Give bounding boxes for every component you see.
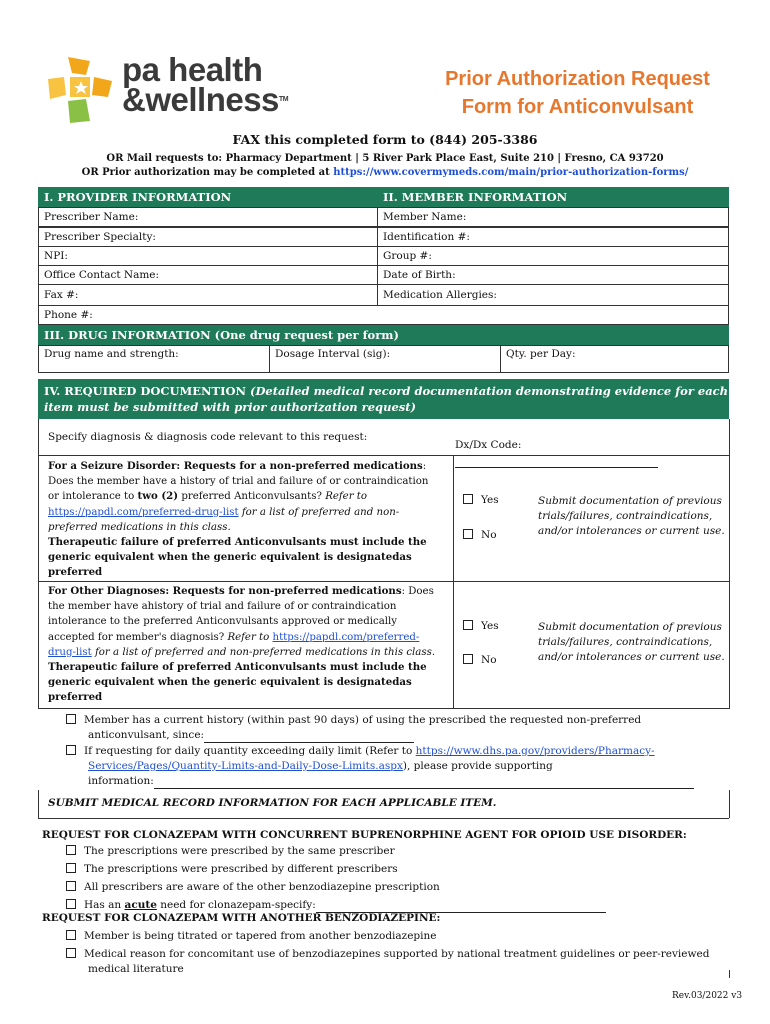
different-prescribers-checkbox[interactable]: The prescriptions were prescribed by different prescribers <box>66 862 398 877</box>
other-yes-checkbox[interactable]: Yes <box>463 619 499 634</box>
papdl-link-cont[interactable]: drug-list <box>48 646 92 658</box>
dx-code-field[interactable]: Dx/Dx Code: <box>455 438 727 468</box>
table-border-right <box>729 419 730 709</box>
member-name-field[interactable]: Member Name: <box>377 207 729 227</box>
table-border-right <box>729 970 730 978</box>
column-divider <box>453 455 454 708</box>
fax-instruction: FAX this completed form to (844) 205-3386 <box>232 132 538 147</box>
medical-reason-checkbox[interactable]: Medical reason for concomitant use of benzodiazepines supported by national treatment guidelines or peer-reviewed medical literature <box>66 947 728 977</box>
seizure-yes-checkbox[interactable]: Yes <box>463 493 499 508</box>
row-divider <box>38 581 729 582</box>
other-diagnoses-question: For Other Diagnoses: Requests for non-preferred medications: Does the member have ahistory of trial and failure of or contraindication intolerance to the preferred Anticonvulsants approved or medically accepted for member's diagnosis? Refer to https://papdl.com/preferred- drug-list for a list of preferred and non-preferred medications in this class. Therapeutic failure of preferred Anticonvulsants must include the generic equivalent when the generic equivalent is designatedas preferred <box>48 585 436 704</box>
daily-quantity-checkbox[interactable]: If requesting for daily quantity exceeding daily limit (Refer to https://www.dhs.pa.gov/providers/Pharmacy- Services/Pages/Quantity-Limits-and-Daily-Dose-Limits.aspx), please provide supporting information: <box>66 744 728 789</box>
seizure-submit-note: Submit documentation of previous trials/failures, contraindications, and/or intolerances or current use. <box>538 495 725 537</box>
prescriber-specialty-field[interactable]: Prescriber Specialty: <box>38 227 378 247</box>
identification-field[interactable]: Identification #: <box>377 227 729 247</box>
acute-need-checkbox[interactable]: Has an acute need for clonazepam-specify: <box>66 898 606 913</box>
other-no-checkbox[interactable]: No <box>463 653 497 668</box>
specify-diagnosis-label: Specify diagnosis & diagnosis code relevant to this request: <box>48 431 368 443</box>
submit-medical-records-note: SUBMIT MEDICAL RECORD INFORMATION FOR EACH APPLICABLE ITEM. <box>48 797 497 809</box>
dhs-quantity-limits-link-cont[interactable]: Services/Pages/Quantity-Limits-and-Daily-Dose-Limits.aspx <box>88 760 403 772</box>
drug-section-header: III. DRUG INFORMATION (One drug request per form) <box>38 325 729 345</box>
clonazepam-benzodiazepine-header: REQUEST FOR CLONAZEPAM WITH ANOTHER BENZODIAZEPINE: <box>42 912 441 924</box>
qty-per-day-field[interactable]: Qty. per Day: <box>500 345 729 373</box>
office-contact-field[interactable]: Office Contact Name: <box>38 265 378 285</box>
prescribers-aware-checkbox[interactable]: All prescribers are aware of the other benzodiazepine prescription <box>66 880 440 895</box>
same-prescriber-checkbox[interactable]: The prescriptions were prescribed by the same prescriber <box>66 844 395 859</box>
table-border-left <box>38 419 39 709</box>
brand-wordmark: pa health &wellnessTM <box>122 51 289 118</box>
provider-fax-field[interactable]: Fax #: <box>38 284 378 306</box>
provider-section-header: I. PROVIDER INFORMATION <box>38 187 377 207</box>
form-title: Prior Authorization Request Form for Anticonvulsant <box>445 68 710 118</box>
date-of-birth-field[interactable]: Date of Birth: <box>377 265 729 285</box>
table-border-left <box>38 790 39 818</box>
prescriber-name-field[interactable]: Prescriber Name: <box>38 207 378 227</box>
provider-phone-field[interactable]: Phone #: <box>38 305 729 325</box>
current-history-checkbox[interactable]: Member has a current history (within past 90 days) of using the prescribed the requested non-preferred anticonvulsant, since: <box>66 713 726 743</box>
papdl-link[interactable]: https://papdl.com/preferred-drug-list <box>48 506 239 518</box>
drug-name-field[interactable]: Drug name and strength: <box>38 345 270 373</box>
revision-label: Rev.03/2022 v3 <box>672 991 743 1001</box>
row-divider <box>38 818 729 819</box>
group-number-field[interactable]: Group #: <box>377 246 729 266</box>
papdl-link[interactable]: https://papdl.com/preferred- <box>272 631 420 643</box>
covermymeds-link[interactable]: https://www.covermymeds.com/main/prior-authorization-forms/ <box>333 167 689 178</box>
seizure-no-checkbox[interactable]: No <box>463 528 497 543</box>
medication-allergies-field[interactable]: Medication Allergies: <box>377 284 729 306</box>
online-instruction: OR Prior authorization may be completed at https://www.covermymeds.com/main/prior-authorization-forms/ <box>81 167 689 178</box>
other-submit-note: Submit documentation of previous trials/failures, contraindications, and/or intolerances or current use. <box>538 621 725 663</box>
documentation-section-header: IV. REQUIRED DOCUMENTION (Detailed medical record documentation demonstrating evidence for each item must be submitted with prior authorization request) <box>38 379 729 419</box>
row-divider <box>38 708 729 709</box>
titrated-tapered-checkbox[interactable]: Member is being titrated or tapered from another benzodiazepine <box>66 929 436 944</box>
dhs-quantity-limits-link[interactable]: https://www.dhs.pa.gov/providers/Pharmacy- <box>415 745 655 757</box>
table-border-right <box>729 790 730 818</box>
pa-health-wellness-logo <box>46 51 306 127</box>
dosage-interval-field[interactable]: Dosage Interval (sig): <box>269 345 501 373</box>
mail-instruction: OR Mail requests to: Pharmacy Department | 5 River Park Place East, Suite 210 | Fresno, CA 93720 <box>106 153 664 164</box>
npi-field[interactable]: NPI: <box>38 246 378 266</box>
member-section-header: II. MEMBER INFORMATION <box>377 187 729 207</box>
seizure-disorder-question: For a Seizure Disorder: Requests for a non-preferred medications: Does the member have a history of trial and failure of or contraindication or intolerance to two (2) preferred Anticonvulsants? Refer to https://papdl.com/preferred-drug-list for a list of preferred and non- preferred medications in this class. Therapeutic failure of preferred Anticonvulsants must include the generic equivalent when the generic equivalent is designatedas preferred <box>48 460 429 579</box>
clonazepam-buprenorphine-header: REQUEST FOR CLONAZEPAM WITH CONCURRENT BUPRENORPHINE AGENT FOR OPIOID USE DISORDER: <box>42 829 687 841</box>
logo-mark-icon <box>46 55 116 125</box>
